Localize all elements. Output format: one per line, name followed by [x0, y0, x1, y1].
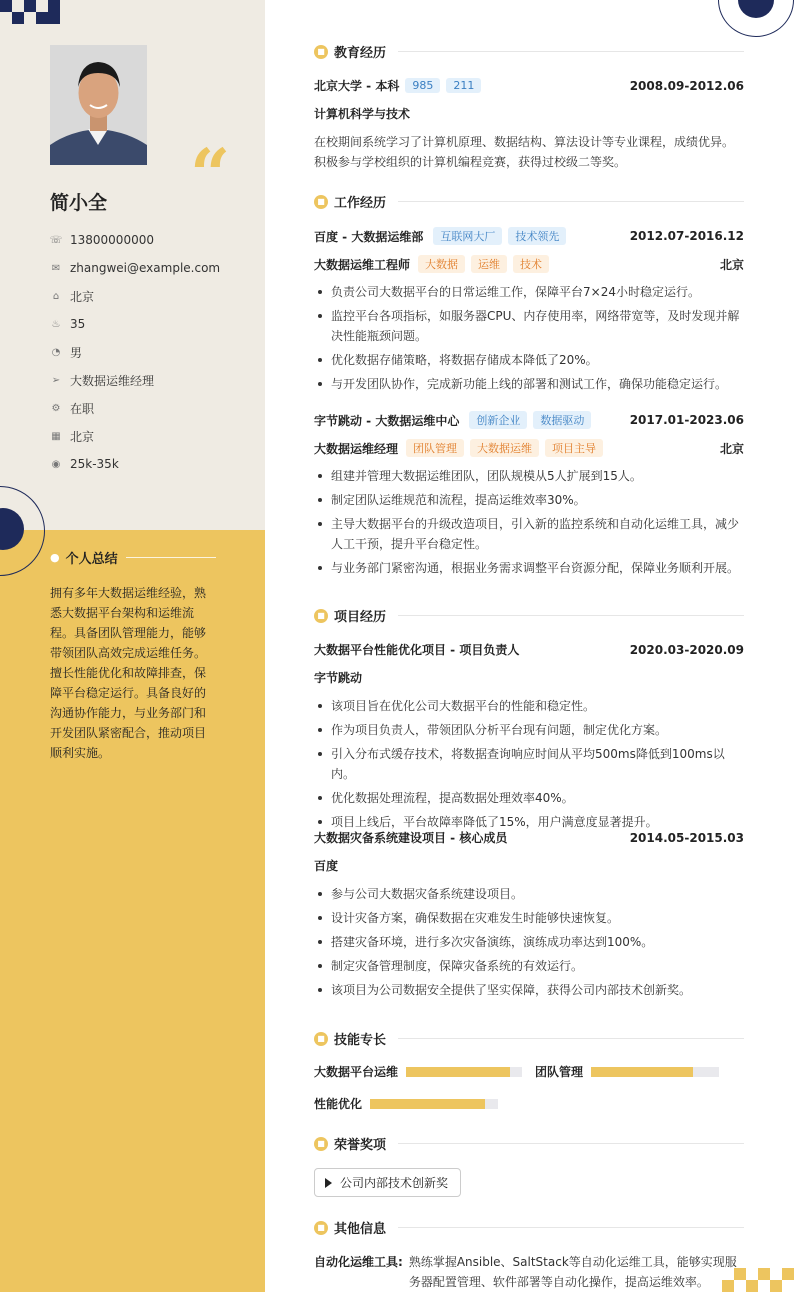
job-header — [314, 411, 744, 429]
project-date: 2014.05-2015.03 — [629, 830, 744, 845]
list-item: 设计灾备方案，确保数据在灾难发生时能够快速恢复。 — [314, 908, 744, 928]
gender-icon: ◔ — [51, 346, 61, 358]
cake-icon: ♨ — [51, 318, 61, 330]
tag: 运维 — [471, 255, 507, 273]
quote-mark-icon: “ — [190, 133, 231, 216]
section-divider — [398, 1143, 744, 1144]
project-org: 百度 — [314, 859, 339, 873]
tag: 技术 — [513, 255, 549, 273]
job-date: 2017.01-2023.06 — [629, 413, 744, 427]
section-title: 技能专长 — [334, 1033, 387, 1048]
section-divider — [398, 615, 744, 616]
company-name: 字节跳动 - 大数据运维中心 — [314, 413, 460, 428]
list-item: 负责公司大数据平台的日常运维工作，保障平台7×24小时稳定运行。 — [314, 282, 744, 302]
education-desc: 在校期间系统学习了计算机原理、数据结构、算法设计等专业课程，成绩优异。积极参与学校组织的计算机编程竞赛，获得过校级二等奖。 — [314, 135, 735, 169]
skill-bar — [406, 1067, 522, 1077]
section-divider — [398, 51, 744, 52]
gear-icon: ⚙ — [51, 402, 61, 414]
tag: 大数据运维 — [470, 439, 539, 457]
skill-name: 大数据平台运维 — [314, 1065, 399, 1079]
summary-title: 个人总结 — [65, 552, 118, 567]
briefcase-icon: ■ — [314, 195, 328, 209]
list-item: 搭建灾备环境，进行多次灾备演练，演练成功率达到100%。 — [314, 932, 744, 952]
section-divider — [398, 201, 744, 202]
skill-name: 团队管理 — [535, 1065, 584, 1079]
project-name: 大数据平台性能优化项目 - 项目负责人 — [314, 643, 520, 657]
home-icon: ⌂ — [52, 290, 60, 302]
thumb-icon: ■ — [314, 1032, 328, 1046]
other-info-key: 自动化运维工具: — [314, 1255, 403, 1269]
building-icon: ▦ — [51, 430, 61, 442]
list-item: 组建并管理大数据运维团队，团队规模从5人扩展到15人。 — [314, 466, 744, 486]
info-icon: ■ — [314, 1221, 328, 1235]
section-skills — [314, 1029, 744, 1048]
graduation-icon: ■ — [314, 45, 328, 59]
info-salary: ◉ 25k-35k — [51, 457, 119, 471]
job-date: 2012.07-2016.12 — [629, 229, 744, 243]
summary-divider — [126, 557, 216, 558]
skill-bar-fill — [406, 1067, 510, 1077]
list-item: 作为项目负责人，带领团队分析平台现有问题，制定优化方案。 — [314, 720, 744, 740]
list-item: 与业务部门紧密沟通，根据业务需求调整平台资源分配，保障业务顺利开展。 — [314, 558, 744, 578]
job-bullets — [314, 466, 744, 582]
skill-bar — [370, 1099, 498, 1109]
list-item: 项目上线后，平台故障率降低了15%，用户满意度显著提升。 — [314, 812, 744, 832]
contact-info-list — [50, 226, 220, 478]
skill-item — [314, 1063, 522, 1080]
section-education — [314, 42, 744, 61]
list-item: 该项目旨在优化公司大数据平台的性能和稳定性。 — [314, 696, 744, 716]
profile-photo — [50, 45, 147, 165]
decor-checker-top-left — [0, 0, 60, 24]
project-org: 字节跳动 — [314, 671, 363, 685]
award-icon: ■ — [314, 1137, 328, 1151]
section-divider — [398, 1038, 744, 1039]
info-gender: ◔ 男 — [51, 345, 83, 360]
info-phone: ☏ 13800000000 — [49, 233, 154, 247]
tag: 技术领先 — [508, 227, 566, 245]
list-item: 制定团队运维规范和流程，提高运维效率30%。 — [314, 490, 744, 510]
list-item: 监控平台各项指标，如服务器CPU、内存使用率，网络带宽等，及时发现并解决性能瓶颈问题。 — [314, 306, 744, 346]
project-name: 大数据灾备系统建设项目 - 核心成员 — [314, 831, 508, 845]
skill-item — [535, 1063, 719, 1080]
education-header — [314, 77, 744, 94]
section-title: 项目经历 — [334, 610, 387, 625]
tag: 985 — [405, 78, 440, 93]
list-item: 引入分布式缓存技术，将数据查询响应时间从平均500ms降低到100ms以内。 — [314, 744, 744, 784]
info-age: ♨ 35 — [51, 317, 86, 331]
award-item[interactable]: 公司内部技术创新奖 — [314, 1168, 461, 1197]
section-divider — [398, 1227, 744, 1228]
person-icon: ● — [50, 551, 60, 564]
skill-bar-fill — [591, 1067, 693, 1077]
section-title: 其他信息 — [334, 1222, 387, 1237]
company-name: 百度 - 大数据运维部 — [314, 229, 424, 244]
school-name: 北京大学 - 本科 — [314, 79, 400, 93]
project-icon: ■ — [314, 609, 328, 623]
skill-bar-fill — [370, 1099, 485, 1109]
skill-item — [314, 1095, 498, 1112]
job-city: 北京 — [719, 441, 744, 456]
other-info-value: 熟练掌握Ansible、SaltStack等自动化运维工具，能够实现服务器配置管理、软件部署等自动化操作，提高运维效率。 — [408, 1255, 737, 1289]
info-target-position: ➢ 大数据运维经理 — [51, 373, 155, 388]
section-work — [314, 192, 744, 211]
phone-icon: ☏ — [49, 234, 63, 246]
job-city: 北京 — [719, 257, 744, 272]
list-item: 优化数据处理流程，提高数据处理效率40%。 — [314, 788, 744, 808]
education-date: 2008.09-2012.06 — [629, 78, 744, 93]
tag: 大数据 — [418, 255, 465, 273]
tag: 项目主导 — [545, 439, 603, 457]
section-title: 教育经历 — [334, 46, 387, 61]
tag: 互联网大厂 — [433, 227, 502, 245]
list-item: 优化数据存储策略，将数据存储成本降低了20%。 — [314, 350, 744, 370]
send-icon: ➢ — [51, 374, 61, 386]
job-role — [314, 439, 744, 457]
project-bullets — [314, 884, 744, 1004]
section-awards — [314, 1134, 744, 1153]
project-header — [314, 641, 744, 658]
play-icon — [325, 1178, 332, 1188]
tag: 团队管理 — [406, 439, 464, 457]
summary-heading — [50, 548, 216, 567]
education-major: 计算机科学与技术 — [314, 107, 411, 121]
list-item: 主导大数据平台的升级改造项目，引入新的监控系统和自动化运维工具，减少人工干预，提升平台稳定性。 — [314, 514, 744, 554]
role-name: 大数据运维经理 — [314, 441, 399, 456]
list-item: 参与公司大数据灾备系统建设项目。 — [314, 884, 744, 904]
job-role — [314, 255, 744, 273]
section-projects — [314, 606, 744, 625]
job-bullets — [314, 282, 744, 398]
info-status: ⚙ 在职 — [51, 401, 95, 416]
info-email[interactable]: ✉ zhangwei@example.com — [51, 261, 221, 275]
profile-name: 简小全 — [50, 192, 108, 214]
skill-name: 性能优化 — [314, 1097, 363, 1111]
section-title: 荣誉奖项 — [334, 1138, 387, 1153]
list-item: 制定灾备管理制度，保障灾备系统的有效运行。 — [314, 956, 744, 976]
tag: 创新企业 — [469, 411, 527, 429]
summary-text: 拥有多年大数据运维经验，熟悉大数据平台架构和运维流程。具备团队管理能力，能够带领团队高效完成运维任务。擅长性能优化和故障排查，保障平台稳定运行。具备良好的沟通协作能力，与业务部门和开发团队紧密配合，推动项目顺利实施。 — [50, 586, 207, 760]
info-location: ⌂ 北京 — [50, 282, 220, 310]
project-bullets — [314, 696, 744, 836]
role-name: 大数据运维工程师 — [314, 257, 411, 272]
mail-icon: ✉ — [51, 262, 61, 274]
section-other — [314, 1218, 744, 1237]
coin-icon: ◉ — [51, 458, 61, 470]
tag: 211 — [446, 78, 481, 93]
list-item: 该项目为公司数据安全提供了坚实保障，获得公司内部技术创新奖。 — [314, 980, 744, 1000]
list-item: 与开发团队协作，完成新功能上线的部署和测试工作，确保功能稳定运行。 — [314, 374, 744, 394]
skill-bar — [591, 1067, 719, 1077]
section-title: 工作经历 — [334, 196, 387, 211]
project-date: 2020.03-2020.09 — [629, 642, 744, 657]
tag: 数据驱动 — [533, 411, 591, 429]
info-target-city: ▦ 北京 — [51, 429, 95, 444]
other-info-row — [314, 1252, 744, 1292]
project-header — [314, 829, 744, 846]
job-header — [314, 227, 744, 245]
